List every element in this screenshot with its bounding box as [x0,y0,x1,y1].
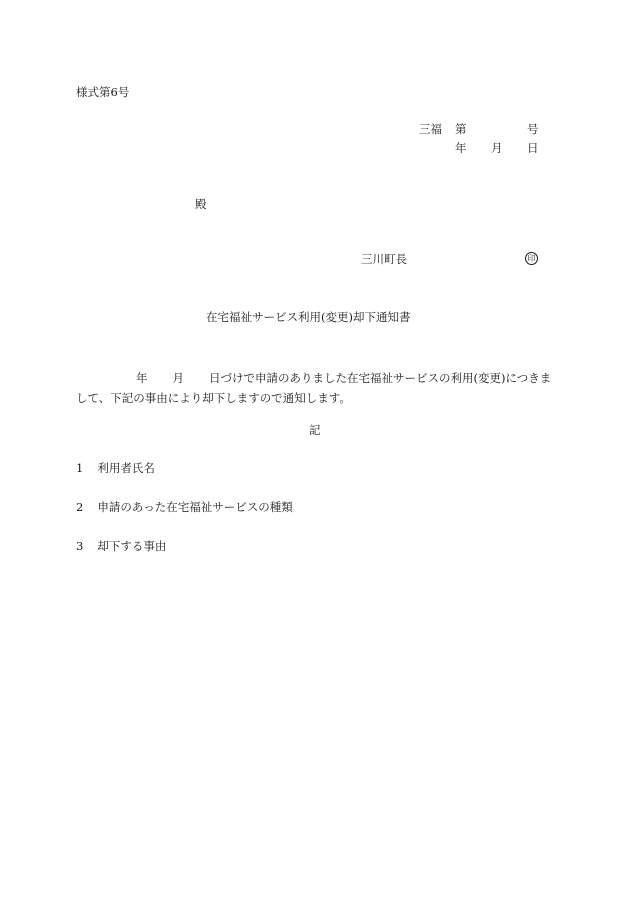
date-day-label: 日 [527,141,539,155]
item-label: 利用者氏名 [97,461,155,475]
body-paragraph [76,368,554,408]
recipient-suffix: 殿 [195,197,207,211]
list-item [76,502,293,514]
item-number: 2 [76,500,84,514]
list-item [76,463,155,475]
list-item [76,541,166,553]
office-prefix: 三福 [419,122,442,136]
item-label: 却下する事由 [97,539,167,553]
item-label: 申請のあった在宅福祉サービスの種類 [97,500,293,514]
body-year-label: 年 [136,371,148,385]
number-label-dai: 第 [455,122,467,136]
item-number: 1 [76,461,84,475]
body-text: 日づけで申請のありました在宅福祉サービスの利用(変更)につきまして、下記の事由により却下しますので通知します。 [76,371,552,405]
ki-label: 記 [309,423,321,437]
issuer-title: 三川町長 [361,252,407,266]
seal-mark: 印 [525,252,538,265]
document-title: 在宅福祉サービス利用(変更)却下通知書 [206,310,411,324]
item-number: 3 [76,539,84,553]
date-year-label: 年 [455,141,467,155]
date-month-label: 月 [491,141,503,155]
body-month-label: 月 [172,371,184,385]
form-number: 様式第6号 [76,85,130,99]
number-label-go: 号 [527,122,539,136]
